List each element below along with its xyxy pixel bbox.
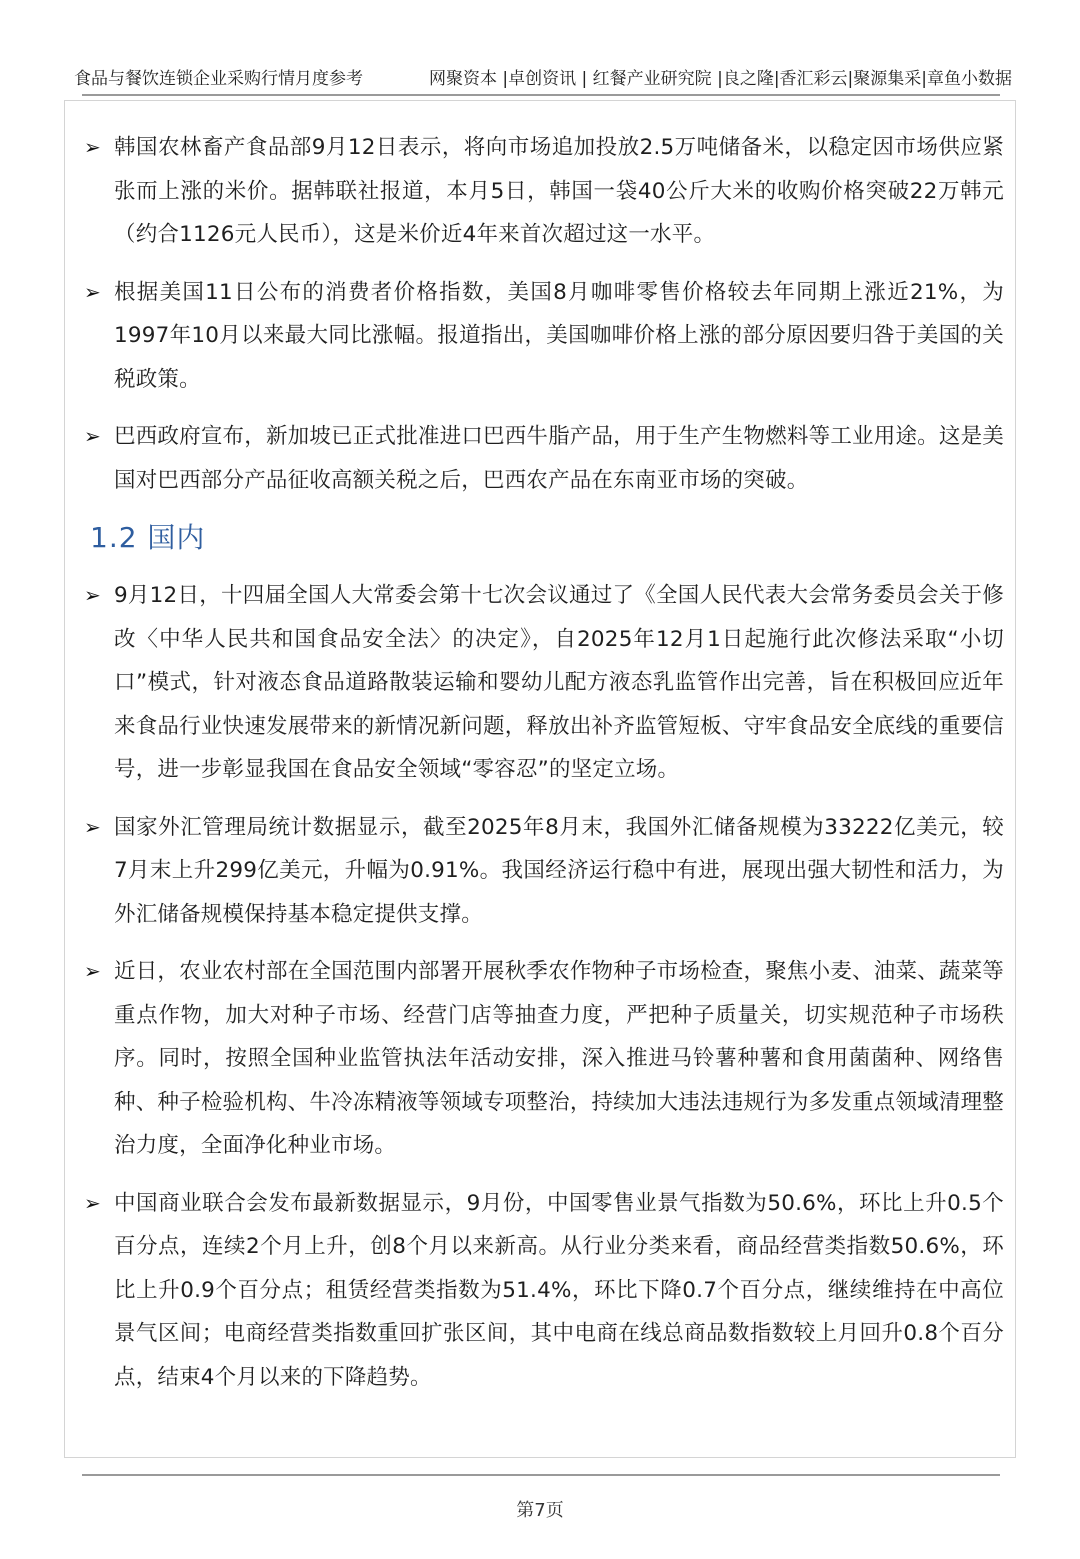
arrow-bullet-icon: ➢ — [84, 424, 101, 448]
list-item — [84, 126, 1004, 257]
list-item-text: 根据美国11日公布的消费者价格指数，美国8月咖啡零售价格较去年同期上涨近21%，为1997年10月以来最大同比涨幅。报道指出，美国咖啡价格上涨的部分原因要归咎于美国的关税政策。 — [114, 279, 1004, 392]
list-item — [84, 574, 1004, 792]
article-body — [84, 126, 1004, 1413]
list-item — [84, 271, 1004, 402]
list-item-text: 国家外汇管理局统计数据显示，截至2025年8月末，我国外汇储备规模为33222亿美元，较7月末上升299亿美元，升幅为0.91%。我国经济运行稳中有进，展现出强大韧性和活力，为外汇储备规模保持基本稳定提供支撑。 — [114, 814, 1004, 927]
page-number: 第7页 — [516, 1500, 564, 1521]
list-item — [84, 415, 1004, 502]
header-divider — [82, 94, 1000, 96]
arrow-bullet-icon: ➢ — [84, 959, 101, 983]
list-item-text: 中国商业联合会发布最新数据显示，9月份，中国零售业景气指数为50.6%，环比上升0.5个百分点，连续2个月上升，创8个月以来新高。从行业分类来看，商品经营类指数50.6%，环比上升0.9个百分点；租赁经营类指数为51.4%，环比下降0.7个百分点，继续维持在中高位景气区间；电商经营类指数重回扩张区间，其中电商在线总商品数指数较上月回升0.8个百分点，结束4个月以来的下降趋势。 — [114, 1190, 1004, 1390]
source-list: 网聚资本 |卓创资讯 | 红餐产业研究院 |良之隆|香汇彩云|聚源集采|章鱼小数据 — [429, 69, 1012, 89]
list-item-text: 巴西政府宣布，新加坡已正式批准进口巴西牛脂产品，用于生产生物燃料等工业用途。这是美国对巴西部分产品征收高额关税之后，巴西农产品在东南亚市场的突破。 — [114, 424, 1004, 493]
list-item-text: 9月12日，十四届全国人大常委会第十七次会议通过了《全国人民代表大会常务委员会关于修改〈中华人民共和国食品安全法〉的决定》，自2025年12月1日起施行此次修法采取“小切口”模式，针对液态食品道路散装运输和婴幼儿配方液态乳监管作出完善，旨在积极回应近年来食品行业快速发展带来的新情况新问题，释放出补齐监管短板、守牢食品安全底线的重要信号，进一步彰显我国在食品安全领域“零容忍”的坚定立场。 — [114, 583, 1004, 782]
list-item — [84, 806, 1004, 937]
page-header — [64, 60, 1016, 90]
list-item — [84, 950, 1004, 1168]
arrow-bullet-icon: ➢ — [84, 814, 101, 839]
arrow-bullet-icon: ➢ — [84, 279, 101, 304]
arrow-bullet-icon: ➢ — [84, 583, 101, 607]
section-heading: 1.2 国内 — [90, 521, 206, 554]
report-title: 食品与餐饮连锁企业采购行情月度参考 — [74, 69, 363, 89]
arrow-bullet-icon: ➢ — [84, 1190, 101, 1215]
list-item-text: 近日，农业农村部在全国范围内部署开展秋季农作物种子市场检查，聚焦小麦、油菜、蔬菜等重点作物，加大对种子市场、经营门店等抽查力度，严把种子质量关，切实规范种子市场秩序。同时，按照全国种业监管执法年活动安排，深入推进马铃薯种薯和食用菌菌种、网络售种、种子检验机构、牛冷冻精液等领域专项整治，持续加大违法违规行为多发重点领域清理整治力度，全面净化种业市场。 — [114, 959, 1004, 1158]
arrow-bullet-icon: ➢ — [84, 135, 101, 159]
list-item — [84, 1182, 1004, 1400]
list-item-text: 韩国农林畜产食品部9月12日表示，将向市场追加投放2.5万吨储备米，以稳定因市场供应紧张而上涨的米价。据韩联社报道，本月5日，韩国一袋40公斤大米的收购价格突破22万韩元（约合1126元人民币），这是米价近4年来首次超过这一水平。 — [114, 135, 1004, 247]
footer-divider — [82, 1474, 1000, 1476]
